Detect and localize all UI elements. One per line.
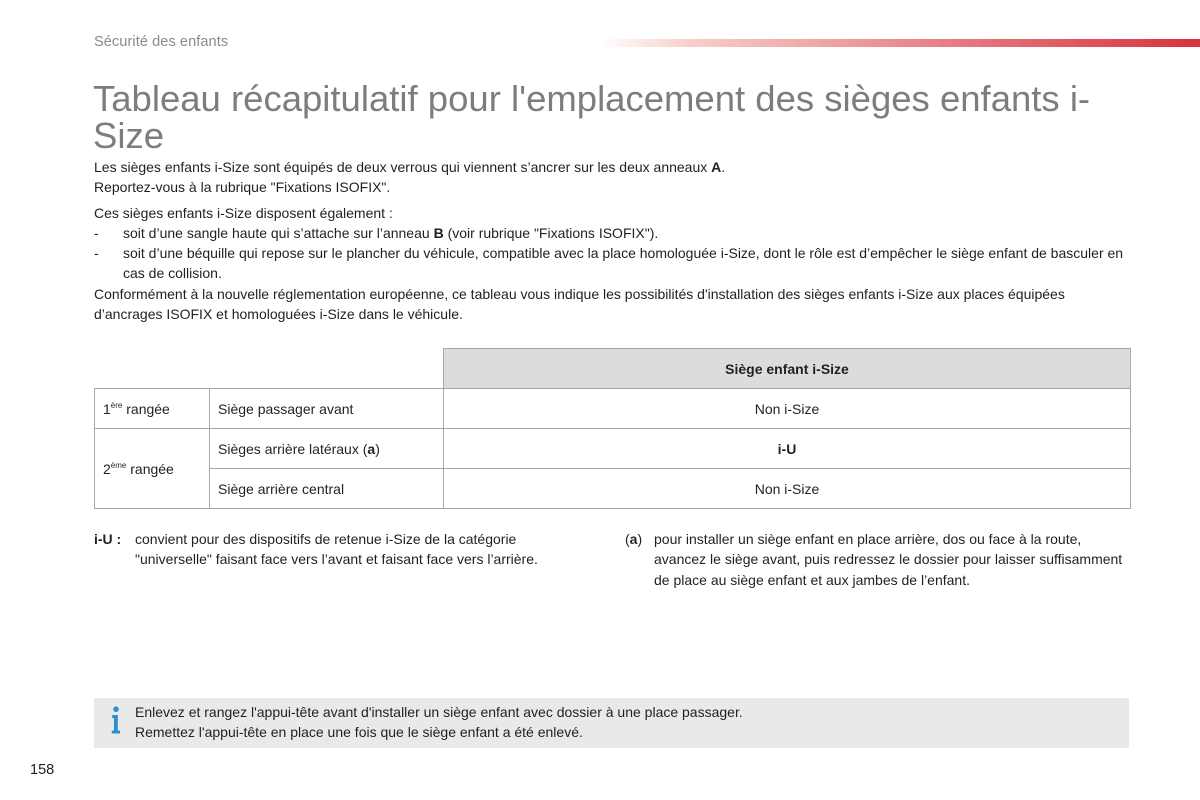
isize-seat-table <box>94 348 1131 509</box>
legend-text: pour installer un siège enfant en place arrière, dos ou face à la route, avancez le siège avant, puis redressez le dossier pour laisser suffisamment de place au siège enfant et aux jambes de l’enfant. <box>654 531 1123 588</box>
seat-position: Siège passager avant <box>210 389 444 429</box>
legend-text: convient pour des dispositifs de retenue i-Size de la catégorie "universelle" faisant face vers l’avant et faisant face vers l’arrière. <box>135 531 538 568</box>
bullet-item: - soit d’une béquille qui repose sur le plancher du véhicule, compatible avec la place homologuée i-Size, dont le rôle est d’empêcher le siège enfant de basculer en cas de collision. <box>94 245 1124 282</box>
legend-key: (a) <box>625 531 643 547</box>
intro-paragraph: Conformément à la nouvelle réglementation européenne, ce tableau vous indique les possibilités d'installation des sièges enfants i-Size aux places équipées d’ancrages ISOFIX et homologuées i-Size dans le véhicule. <box>94 285 1065 323</box>
anchor-ring-label: A <box>711 159 722 175</box>
page-title: Tableau récapitulatif pour l'emplacement des sièges enfants i-Size <box>93 78 1091 156</box>
row-rank: 1ère rangée <box>95 389 210 429</box>
intro-paragraph: Les sièges enfants i-Size sont équipés de deux verrous qui viennent s’ancrer sur les deux anneaux A. <box>94 159 726 175</box>
table-corner-blank <box>95 349 444 389</box>
seat-position: Siège arrière central <box>210 469 444 509</box>
page-number: 158 <box>30 762 55 778</box>
seat-position: Sièges arrière latéraux (a) <box>210 429 444 469</box>
table-row <box>95 469 1131 509</box>
info-box <box>94 698 1129 748</box>
intro-paragraph: Ces sièges enfants i-Size disposent également : <box>94 204 393 221</box>
table-header-row <box>95 349 1131 389</box>
compatibility-value: Non i-Size <box>444 389 1131 429</box>
table-row <box>95 429 1131 469</box>
info-text: Enlevez et rangez l'appui-tête avant d'installer un siège enfant avec dossier à une place passager. Remettez l'appui-tête en place une fois que le siège enfant a été enlevé. <box>135 704 743 741</box>
section-label: Sécurité des enfants <box>94 34 229 50</box>
bullet-item: - soit d’une sangle haute qui s’attache sur l’anneau B (voir rubrique "Fixations ISOFIX"). <box>94 224 659 241</box>
compatibility-value: Non i-Size <box>444 469 1131 509</box>
compatibility-value: i-U <box>444 429 1131 469</box>
intro-text <box>94 157 1134 324</box>
header-accent-bar <box>600 39 1200 47</box>
info-icon <box>111 706 121 734</box>
anchor-ring-label: B <box>433 224 444 241</box>
legend-a <box>625 529 1125 590</box>
legend-key: i-U : <box>94 531 122 547</box>
table-row <box>95 389 1131 429</box>
legend-iu <box>94 529 574 570</box>
column-header: Siège enfant i-Size <box>444 349 1131 389</box>
row-rank: 2ème rangée <box>95 429 210 509</box>
intro-paragraph: Reportez-vous à la rubrique "Fixations ISOFIX". <box>94 179 391 196</box>
